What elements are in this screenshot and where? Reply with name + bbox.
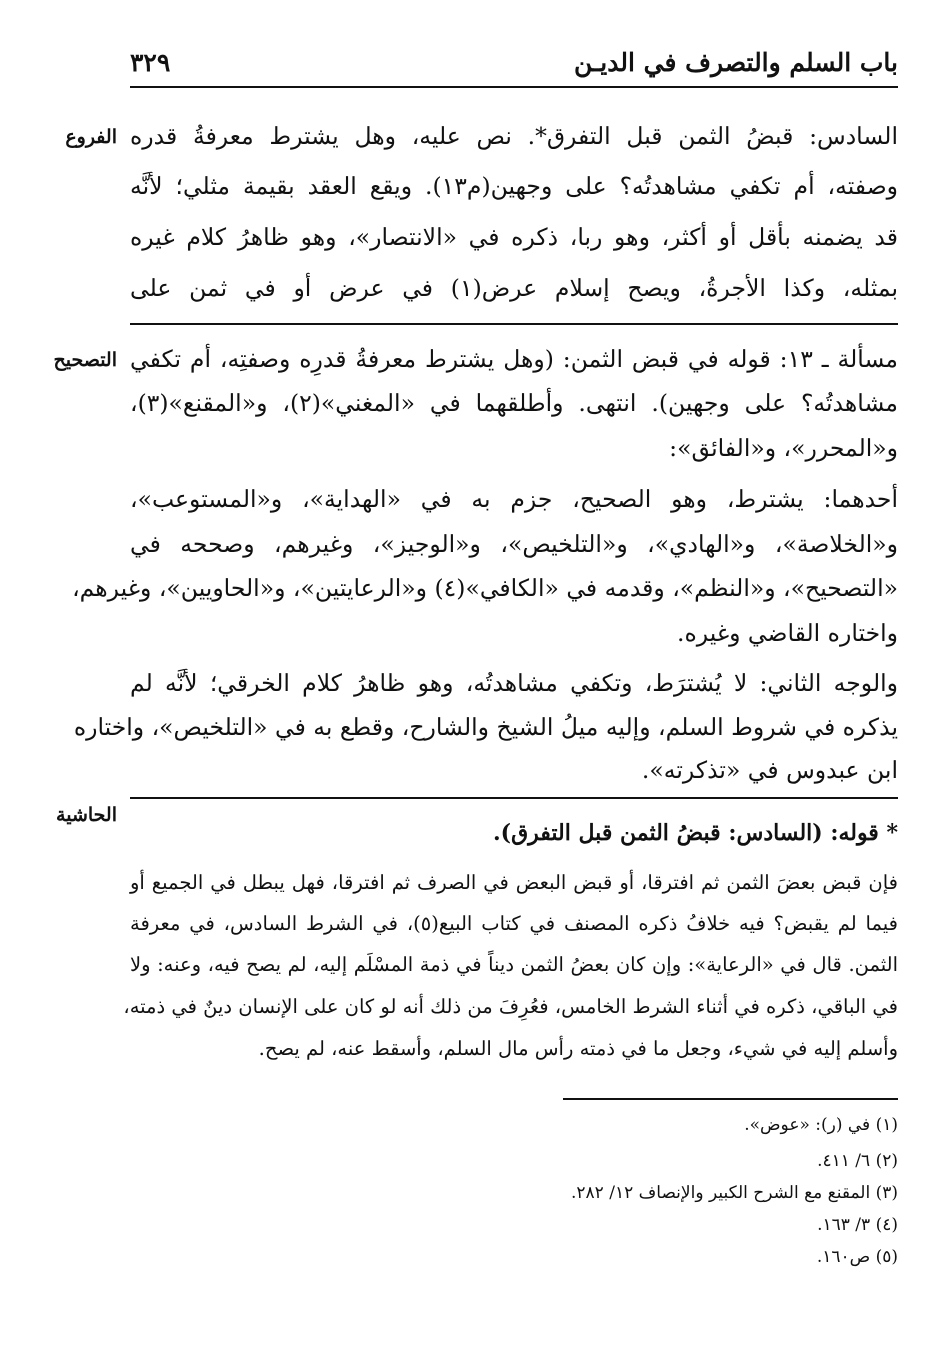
tashih-line: واختاره القاضي وغيره. <box>676 619 898 647</box>
tashih-line: والوجه الثاني: لا يُشترَط، وتكفي مشاهدتُه، وهو ظاهرُ كلام الخرقي؛ لأنَّه لم <box>130 669 898 697</box>
tashih-line: و«المحرر»، و«الفائق»: <box>669 434 898 462</box>
running-header <box>130 48 898 82</box>
margin-label-hashiya: الحاشية <box>56 804 117 826</box>
hashiya-line: فإن قبض بعضَ الثمن ثم افترقا، أو قبض البعض في الصرف ثم افترقا، فهل يبطل في الجميع أو <box>130 871 898 894</box>
tashih-line: و«الخلاصة»، و«الهادي»، و«التلخيص»، و«الوجيز»، وغيرهم، وصححه في <box>130 530 898 558</box>
footnote: (٥) ص١٦٠. <box>816 1247 898 1267</box>
margin-label-furu: الفروع <box>65 126 117 148</box>
hashiya-heading: * قوله: (السادس: قبضُ الثمن قبل التفرق). <box>493 820 898 846</box>
tashih-line: مشاهدتُه؟ على وجهين). انتهى. وأطلقهما في «المغني»(٢)، و«المقنع»(٣)، <box>130 389 898 417</box>
footnote: (١) في (ر): «عوض». <box>744 1115 898 1135</box>
furu-line: بمثله، وكذا الأجرةُ، ويصح إسلام عرض(١) في عرض أو في ثمن على <box>130 274 898 302</box>
hashiya-line: في الباقي، ذكره في أثناء الشرط الخامس، فعُرِفَ من ذلك أنه لو كان على الإنسان دينٌ في ذمته، <box>123 995 898 1018</box>
footnote-separator <box>563 1098 898 1100</box>
furu-line: السادس: قبضُ الثمن قبل التفرق*. نص عليه، وهل يشترط معرفةُ قدره <box>130 122 898 150</box>
section-divider <box>130 323 898 325</box>
tashih-line: «التصحيح»، و«النظم»، وقدمه في «الكافي»(٤) و«الرعايتين»، و«الحاويين»، وغيرهم، <box>72 574 898 602</box>
footnote: (٤) ٣/ ١٦٣. <box>817 1215 898 1235</box>
margin-label-tashih: التصحيح <box>53 349 117 371</box>
footnote: (٣) المقنع مع الشرح الكبير والإنصاف ١٢/ ٢٨٢. <box>571 1183 898 1203</box>
page-number: ٣٢٩ <box>130 48 171 77</box>
furu-line: وصفته، أم تكفي مشاهدتُه؟ على وجهين(م١٣). ويقع العقد بقيمة مثلي؛ لأنَّه <box>130 172 898 200</box>
header-rule <box>130 86 898 88</box>
tashih-line: أحدهما: يشترط، وهو الصحيح، جزم به في «الهداية»، و«المستوعب»، <box>130 485 898 513</box>
chapter-title: باب السلم والتصرف في الديـن <box>573 48 898 77</box>
hashiya-line: الثمن. قال في «الرعاية»: وإن كان بعضُ الثمن ديناً في ذمة المسْلَم إليه، لم يصح فيه، وعنه: ولا <box>130 953 898 976</box>
footnote: (٢) ٦/ ٤١١. <box>817 1151 898 1171</box>
tashih-line: يذكره في شروط السلم، وإليه ميلُ الشيخ والشارح، وقطع به في «التلخيص»، واختاره <box>73 713 898 741</box>
hashiya-line: فيما لم يقبض؟ فيه خلافُ ذكره المصنف في كتاب البيع(٥)، في الشرط السادس، في معرفة <box>130 912 898 935</box>
tashih-line: ابن عبدوس في «تذكرته». <box>641 756 898 784</box>
furu-line: قد يضمنه بأقل أو أكثر، وهو ربا، ذكره في «الانتصار»، وهو ظاهرُ كلام غيره <box>130 223 898 251</box>
tashih-line: مسألة ـ ١٣: قوله في قبض الثمن: (وهل يشترط معرفةُ قدرِه وصفتِه، أم تكفي <box>130 345 899 373</box>
hashiya-line: وأسلم إليه في شيء، وجعل ما في ذمته رأس مال السلم، وأسقط عنه، لم يصح. <box>258 1037 898 1060</box>
section-divider <box>130 797 898 799</box>
